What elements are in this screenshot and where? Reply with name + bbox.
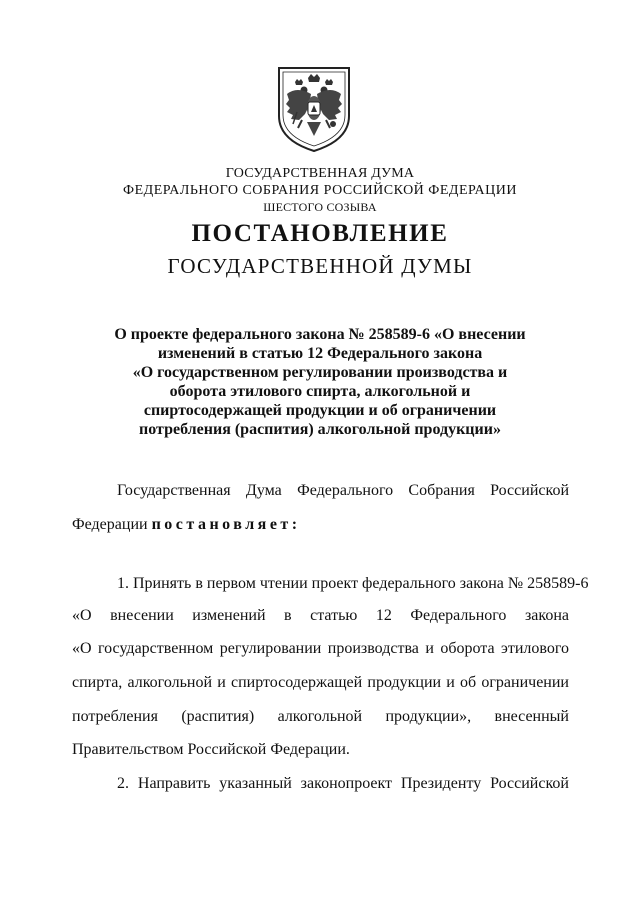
paragraph-2-line: 2. Направить указанный законопроект Президенту Российской <box>117 775 569 792</box>
paragraph-1-line: 1. Принять в первом чтении проект федерального закона № 258589-6 <box>117 575 589 592</box>
subject-line: потребления (распития) алкогольной продукции» <box>139 421 501 438</box>
subject-line: спиртосодержащей продукции и об ограничении <box>143 402 497 419</box>
paragraph-1-line: «О государственном регулировании производства и оборота этилового <box>72 640 569 657</box>
subject-line: «О государственном регулировании производства и <box>132 364 508 381</box>
decree-word: постановляет: <box>151 516 301 533</box>
paragraph-1-line: потребления (распития) алкогольной продукции», внесенный <box>72 708 569 725</box>
header-line-duma: ГОСУДАРСТВЕННАЯ ДУМА <box>225 166 415 181</box>
preamble-decree-line <box>72 516 569 534</box>
paragraph-1-line: спирта, алкогольной и спиртосодержащей продукции и об ограничении <box>72 674 569 691</box>
subject-line: изменений в статью 12 Федерального закона <box>157 345 483 362</box>
subject-line: О проекте федерального закона № 258589-6 «О внесении <box>114 326 526 343</box>
coat-of-arms-emblem <box>275 64 353 154</box>
resolution-subject <box>110 325 530 439</box>
preamble-line: Государственная Дума Федерального Собрания Российской <box>117 482 569 499</box>
document-subtitle: ГОСУДАРСТВЕННОЙ ДУМЫ <box>167 254 473 278</box>
preamble-prefix: Федерации <box>72 516 152 533</box>
header-line-federal-assembly: ФЕДЕРАЛЬНОГО СОБРАНИЯ РОССИЙСКОЙ ФЕДЕРАЦИИ <box>123 183 517 198</box>
paragraph-1-line: Правительством Российской Федерации. <box>72 741 350 758</box>
paragraph-1-line: «О внесении изменений в статью 12 Федерального закона <box>72 607 569 624</box>
document-title: ПОСТАНОВЛЕНИЕ <box>191 220 449 247</box>
subject-line: оборота этилового спирта, алкогольной и <box>169 383 471 400</box>
header-line-convocation: ШЕСТОГО СОЗЫВА <box>263 200 377 214</box>
